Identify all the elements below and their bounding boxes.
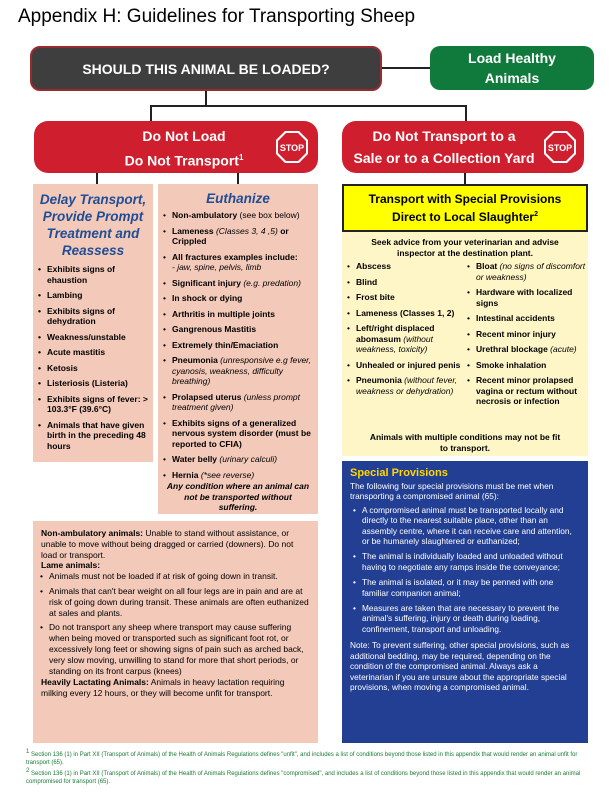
list-item: • Animals must not be loaded if at risk of going down in transit. [49, 571, 310, 582]
list-item: • All fractures examples include: - jaw, spine, pelvis, limb [172, 252, 314, 273]
sale-line1: Do Not Transport to a [372, 128, 516, 144]
connector-line [465, 105, 467, 121]
connector-line [150, 105, 466, 107]
list-item: • Weakness/unstable [47, 332, 149, 343]
euthanize-title: Euthanize [206, 191, 270, 206]
heavy-lactating-para: Heavily Lactating Animals: Animals in heavy lactation requiring milking every 12 hours, or they will become unfit for transport. [41, 677, 285, 699]
list-item: • In shock or dying [172, 293, 314, 304]
sale-line2: Sale or to a Collection Yard [353, 150, 535, 166]
provisions-title: Special Provisions [350, 467, 448, 479]
list-item: • Listeriosis (Listeria) [47, 378, 149, 389]
list-item: • Hernia (*see reverse) [172, 470, 314, 481]
provisions-intro: The following four special provisions must be met when transporting a compromised animal (65): [350, 481, 554, 502]
list-item: • Do not transport any sheep where transport may cause suffering when being moved or transported such as significant foot rot, or excessively long feet or showing signs of pain such as arched back, very slow moving, unwilling to stand for more that short periods, or standing on its front carpus (knees) [49, 622, 310, 676]
list-item: • Measures are taken that are necessary to prevent the animal's suffering, injury or death during loading, confinement, transport and unloading. [362, 603, 580, 634]
lame-animals-box [33, 521, 318, 743]
load-healthy-box [430, 46, 594, 90]
special-line1: Transport with Special Provisions [368, 192, 562, 206]
conditions-footer: Animals with multiple conditions may not be fit to transport. [369, 432, 561, 453]
healthy-line2: Animals [484, 70, 540, 86]
provisions-list [350, 505, 580, 634]
special-conditions-box [342, 232, 588, 456]
list-item: • Recent minor prolapsed vagina or rectum without necrosis or infection [476, 375, 594, 407]
list-item: • Extremely thin/Emaciation [172, 340, 314, 351]
list-item: • Pneumonia (without fever, weakness or dehydration) [356, 375, 472, 396]
stop-sign-icon [275, 130, 309, 164]
lame-label: Lame animals: [41, 560, 101, 571]
provisions-note: Note: To prevent suffering, other special provisions, such as additional bedding, may be required, depending on the condition of the compromised animal. Always ask a veterinarian if you are unsure about the appropriate special provisions, when moving a compromised animal. [350, 640, 570, 692]
special-transport-box [342, 184, 588, 232]
list-item: • Animals that can't bear weight on all four legs are in pain and are at risk of going down during transit. These animals are often euthanized at sales and plants. [49, 586, 310, 618]
list-item: • Bloat (no signs of discomfort or weakness) [476, 261, 594, 282]
conditions-col1 [346, 261, 472, 401]
stop-sign-icon [543, 130, 577, 164]
list-item: • Recent minor injury [476, 329, 594, 340]
list-item: • Abscess [356, 261, 472, 272]
stop-label-right: STOP [547, 143, 573, 153]
question-text: SHOULD THIS ANIMAL BE LOADED? [82, 60, 330, 77]
list-item: • Arthritis in multiple joints [172, 309, 314, 320]
list-item: • Prolapsed uterus (unless prompt treatment given) [172, 392, 314, 413]
nonambulatory-para: Non-ambulatory animals: Unable to stand without assistance, or unable to move without being dragged or carried (downers). Do not load or transport. [41, 528, 294, 560]
list-item: • Unhealed or injured penis [356, 360, 472, 371]
list-item: • Non-ambulatory (see box below) [172, 210, 314, 221]
advice-text: Seek advice from your veterinarian and advise inspector at the destination plant. [371, 237, 559, 258]
euthanize-list [158, 210, 318, 480]
footnote-ref-2: 2 [534, 211, 538, 218]
connector-line [382, 67, 430, 69]
footnote-2: $^2$ Section 136 (1) in Part XII (Transport of Animals) of the Health of Animals Regulations defines "compromised", and includes a list of conditions beyond those listed in this appendix that would render an animal compromised for transport (65). [26, 768, 581, 785]
list-item: • Hardware with localized signs [476, 287, 594, 308]
list-item: • Lameness (Classes 3, 4 ,5) or Crippled [172, 226, 314, 247]
special-provisions-box [342, 461, 588, 743]
connector-line [464, 173, 466, 184]
list-item: • Lameness (Classes 1, 2) [356, 308, 472, 319]
list-item: • Lambing [47, 290, 149, 301]
conditions-col2 [466, 261, 594, 412]
list-item: • Significant injury (e.g. predation) [172, 278, 314, 289]
healthy-line1: Load Healthy [468, 50, 556, 66]
lame-list [41, 571, 310, 676]
delay-list [33, 264, 153, 451]
special-line2: Direct to Local Slaughter [392, 210, 535, 224]
connector-line [150, 105, 152, 121]
footnote-1: $^1$ Section 136 (1) in Part XII (Transport of Animals) of the Health of Animals Regulations defines "unfit", and includes a list of conditions beyond those listed in this appendix that would render an animal unfit for transport (65). [26, 749, 578, 766]
footnote-ref-1: 1 [238, 153, 244, 162]
question-box [30, 46, 382, 91]
list-item: • Ketosis [47, 363, 149, 374]
delay-title: Delay Transport, Provide Prompt Treatment and Reassess [39, 192, 147, 258]
list-item: • Exhibits signs of fever: > 103.3°F (39.6°C) [47, 394, 149, 415]
do-not-load-line1: Do Not Load [142, 128, 226, 144]
euthanize-note: Any condition where an animal can not be transported without suffering. [166, 481, 310, 512]
list-item: • Left/right displaced abomasum (without weakness, toxicity) [356, 323, 472, 355]
list-item: • Intestinal accidents [476, 313, 594, 324]
list-item: • Pneumonia (unresponsive e.g fever, cyanosis, weakness, difficulty breathing) [172, 355, 314, 387]
connector-line [205, 91, 207, 106]
list-item: • Blind [356, 277, 472, 288]
list-item: • Frost bite [356, 292, 472, 303]
list-item: • Gangrenous Mastitis [172, 324, 314, 335]
list-item: • Smoke inhalation [476, 360, 594, 371]
list-item: • The animal is individually loaded and unloaded without having to negotiate any ramps inside the conveyance; [362, 551, 580, 572]
list-item: • Exhibits signs of a generalized nervous system disorder (must be reported to CFIA) [172, 418, 314, 450]
do-not-transport-sale-box [342, 121, 584, 173]
do-not-load-box [34, 121, 318, 173]
list-item: • Urethral blockage (acute) [476, 344, 594, 355]
do-not-load-line2: Do Not Transport [124, 152, 239, 169]
page-title: Appendix H: Guidelines for Transporting Sheep [18, 6, 416, 27]
list-item: • Exhibits signs of ehaustion [47, 264, 149, 285]
list-item: • Animals that have given birth in the preceding 48 hours [47, 420, 149, 452]
connector-line [237, 173, 239, 184]
stop-label-left: STOP [279, 143, 305, 153]
connector-line [96, 173, 98, 184]
list-item: • Exhibits signs of dehydration [47, 306, 149, 327]
list-item: • Water belly (urinary calculi) [172, 454, 314, 465]
list-item: • Acute mastitis [47, 347, 149, 358]
delay-transport-box [33, 184, 153, 462]
list-item: • A compromised animal must be transported locally and directly to the nearest suitable place, other than an assembly centre, where it can receive care and attention, or be humanely slaughtered or euthanized; [362, 505, 580, 547]
euthanize-box [158, 184, 318, 514]
list-item: • The animal is isolated, or it may be penned with one familiar companion animal; [362, 577, 580, 598]
